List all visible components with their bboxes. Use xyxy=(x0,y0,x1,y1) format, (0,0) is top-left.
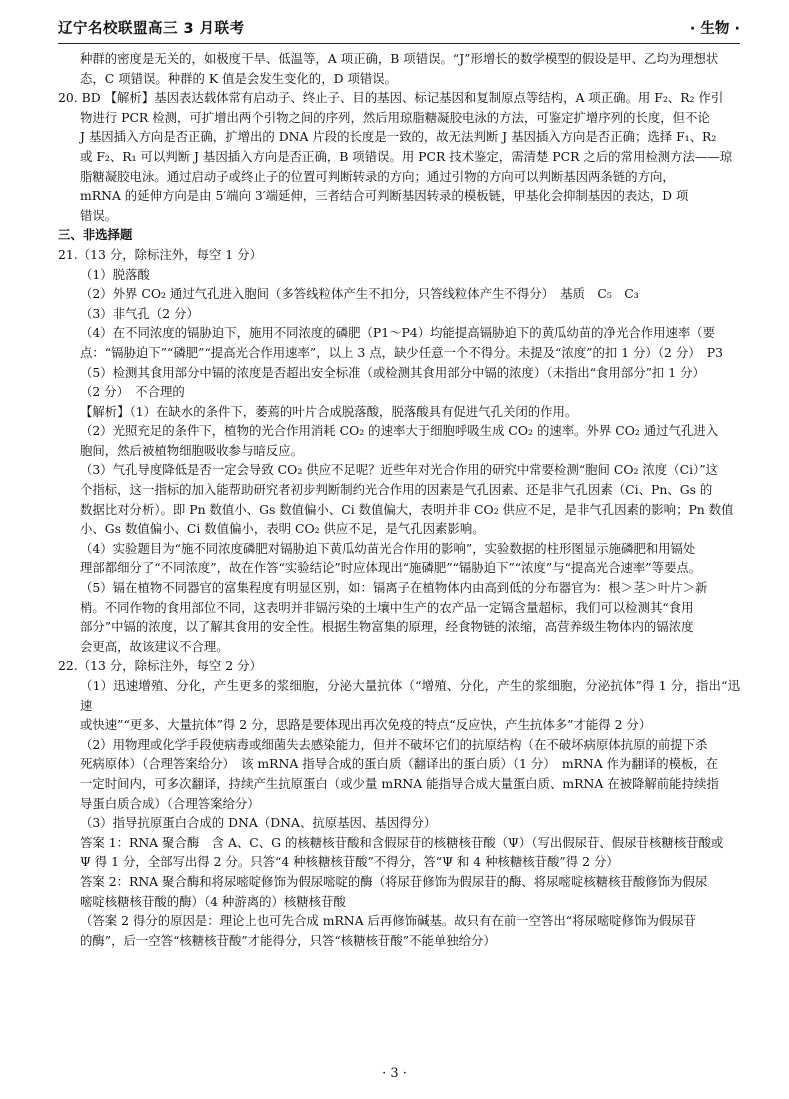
text-line: （2）外界 CO₂ 通过气孔进入胞间（多答线粒体产生不扣分，只答线粒体产生不得分） 基质 C₅ C₃ xyxy=(80,286,639,302)
text-line: 一定时间内，可多次翻译，持续产生抗原蛋白（或少量 mRNA 能指导合成大量蛋白质、mRNA 在被降解前能持续指 xyxy=(80,775,719,791)
text-line: 嘧啶核糖核苷酸的酶）（4 种游离的）核糖核苷酸 xyxy=(80,893,346,909)
text-line: （3）气孔导度降低是否一定会导致 CO₂ 供应不足呢？近些年对光合作用的研究中常要检测“胞间 CO₂ 浓度（Ci）”这 xyxy=(80,462,718,478)
text-line: （答案 2 得分的原因是：理论上也可先合成 mRNA 后再修饰碱基。故只有在前一空答出“将尿嘧啶修饰为假尿苷 xyxy=(80,913,697,929)
text-line: 个指标，这一指标的加入能帮助研究者初步判断制约光合作用的因素是气孔因素、还是非气孔因素（Ci、Pn、Gs 的 xyxy=(80,482,713,498)
text-line: 会更高，故该建议不合理。 xyxy=(80,638,229,654)
text-line: Ψ 得 1 分，全部写出得 2 分。只答“4 种核糖核苷酸”不得分，答“Ψ 和 4 种核糖核苷酸”得 2 分） xyxy=(80,854,619,870)
page-header xyxy=(58,17,740,44)
text-line: 22.（13 分，除标注外，每空 2 分） xyxy=(58,658,262,674)
text-line: 或快速”“更多、大量抗体”得 2 分，思路是要体现出再次免疫的特点“反应快，产生抗体多”才能得 2 分） xyxy=(80,717,652,733)
text-line: （2 分） 不合理的 xyxy=(80,384,185,400)
text-line: 错误。 xyxy=(80,207,118,223)
text-line: （1）迅速增殖、分化，产生更多的浆细胞，分泌大量抗体（“增殖、分化，产生的浆细胞，分泌抗体”得 1 分，指出“迅速 xyxy=(80,678,740,713)
text-line: 三、非选择题 xyxy=(58,227,133,243)
text-line: 或 F₂、R₁ 可以判断 J 基因插入方向是否正确，B 项错误。用 PCR 技术鉴定，需清楚 PCR 之后的常用检测方法——琼 xyxy=(80,148,733,164)
text-line: 脂糖凝胶电泳。通过启动子或终止子的位置可判断转录的方向；通过引物的方向可以判断基因两条链的方向， xyxy=(80,168,675,184)
subject-label: · 生物 · xyxy=(689,21,740,38)
text-line: （5）检测其食用部分中镉的浓度是否超出安全标准（或检测其食用部分中镉的浓度）（未指出“食用部分”扣 1 分） xyxy=(80,364,705,380)
text-line: 小、Gs 数值偏小、Ci 数值偏小，表明 CO₂ 供应不足，是气孔因素影响。 xyxy=(80,521,485,537)
text-line: （3）指导抗原蛋白合成的 DNA（DNA、抗原基因、基因得分） xyxy=(80,815,437,831)
text-line: （2）用物理或化学手段使病毒或细菌失去感染能力，但并不破坏它们的抗原结构（在不破坏病原体抗原的前提下杀 xyxy=(80,736,708,752)
text-line: 梢。不同作物的食用部位不同，这表明并非镉污染的土壤中生产的农产品一定镉含量超标，我们可以检测其“食用 xyxy=(80,599,694,615)
text-line: （3）非气孔（2 分） xyxy=(80,305,199,321)
text-line: 胞间，然后被植物细胞吸收参与暗反应。 xyxy=(80,442,304,458)
text-line: （5）镉在植物不同器官的富集程度有明显区别，如：镉离子在植物体内由高到低的分布器官为：根＞茎＞叶片＞新 xyxy=(80,580,708,596)
text-line: 答案 2：RNA 聚合酶和将尿嘧啶修饰为假尿嘧啶的酶（将尿苷修饰为假尿苷的酶、将尿嘧啶核糖核苷酸修饰为假尿 xyxy=(80,873,708,889)
text-line: 21.（13 分，除标注外，每空 1 分） xyxy=(58,246,262,262)
text-line: 态，C 项错误。种群的 K 值是会发生变化的，D 项错误。 xyxy=(80,70,398,86)
text-line: 【解析】（1）在缺水的条件下，萎蔫的叶片合成脱落酸，脱落酸具有促进气孔关闭的作用。 xyxy=(80,403,578,419)
text-line: 死病原体）（合理答案给分） 该 mRNA 指导合成的蛋白质（翻译出的蛋白质）（1 分） mRNA 作为翻译的模板，在 xyxy=(80,756,719,772)
text-line: （1）脱落酸 xyxy=(80,266,150,282)
exam-title: 辽宁名校联盟高三 3 月联考 xyxy=(58,21,245,38)
text-line: 答案 1：RNA 聚合酶 含 A、C、G 的核糖核苷酸和含假尿苷的核糖核苷酸（Ψ）（写出假尿苷、假尿苷核糖核苷酸或 xyxy=(80,834,724,850)
text-line: 点：“镉胁迫下”“磷肥”“提高光合作用速率”，以上 3 点，缺少任意一个不得分。未提及“浓度”的扣 1 分）（2 分） P3 xyxy=(80,344,724,360)
text-line: 20. BD 【解析】基因表达载体常有启动子、终止子、目的基因、标记基因和复制原点等结构，A 项正确。用 F₂、R₂ 作引 xyxy=(58,90,724,106)
answer-content xyxy=(58,49,740,950)
text-line: 导蛋白质合成）（合理答案给分） xyxy=(80,795,260,811)
text-line: mRNA 的延伸方向是由 5′端向 3′端延伸，三者结合可判断基因转录的模板链，甲基化会抑制基因的表达，D 项 xyxy=(80,188,689,204)
text-line: 的酶”，后一空答“核糖核苷酸”才能得分，只答“核糖核苷酸”不能单独给分） xyxy=(80,932,496,948)
text-line: 种群的密度是无关的，如极度干旱、低温等，A 项正确，B 项错误。“J”形增长的数学模型的假设是甲、乙均为理想状 xyxy=(80,51,719,66)
text-line: 数据比对分析）。即 Pn 数值小、Gs 数值偏小、Ci 数值偏大，表明并非 CO₂ 供应不足，是非气孔因素的影响；Pn 数值 xyxy=(80,501,734,517)
text-line: 理部都细分了“不同浓度”，故在作答“实验结论”时应体现出“施磷肥”“镉胁迫下”“浓度”与“提高光合速率”等要点。 xyxy=(80,560,702,576)
text-line: （4）在不同浓度的镉胁迫下，施用不同浓度的磷肥（P1～P4）均能提高镉胁迫下的黄瓜幼苗的净光合作用速率（要 xyxy=(80,325,716,341)
text-line: （2）光照充足的条件下，植物的光合作用消耗 CO₂ 的速率大于细胞呼吸生成 CO₂ 的速率。外界 CO₂ 通过气孔进入 xyxy=(80,423,719,439)
text-line: 部分”中镉的浓度，以了解其食用的安全性。根据生物富集的原理，经食物链的浓缩，高营养级生物体内的镉浓度 xyxy=(80,619,694,635)
text-line: J 基因插入方向是否正确，扩增出的 DNA 片段的长度是一致的，故无法判断 J 基因插入方向是否正确；选择 F₁、R₂ xyxy=(80,129,717,145)
page-number: · 3 · xyxy=(382,1066,407,1081)
text-line: （4）实验题目为“施不同浓度磷肥对镉胁迫下黄瓜幼苗光合作用的影响”，实验数据的柱形图显示施磷肥和用镉处 xyxy=(80,540,696,556)
text-line: 物进行 PCR 检测，可扩增出两个引物之间的序列，然后用琼脂糖凝胶电泳的方法，可鉴定扩增序列的长度，但不论 xyxy=(80,109,710,125)
